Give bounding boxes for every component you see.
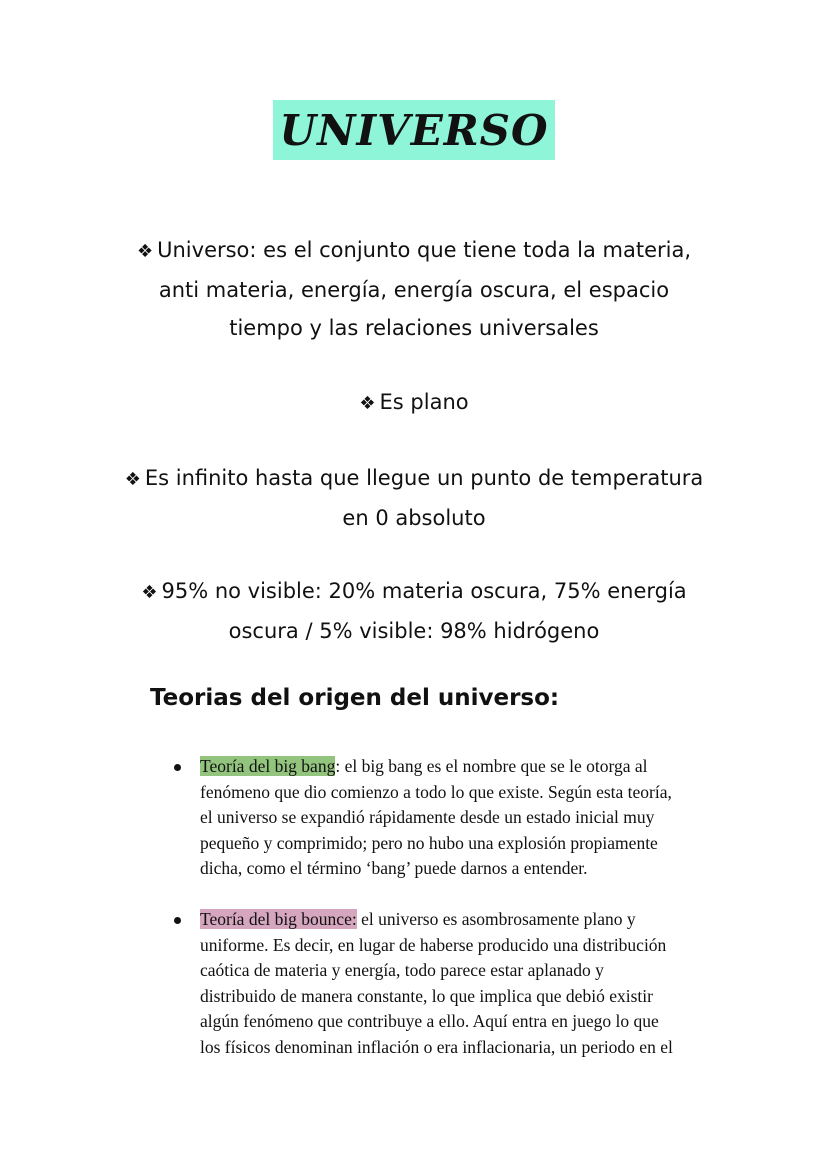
list-line: pequeño y comprimido; pero no hubo una explosión propiamente [200,832,658,853]
page-title: UNIVERSO [273,100,554,160]
bullet-point-infinite [0,459,828,537]
list-item [172,754,732,882]
list-line: uniforme. Es decir, en lugar de haberse producido una distribución [200,934,667,955]
list-line: distribuido de manera constante, lo que implica que debió existir [200,985,653,1006]
title-container [0,100,828,160]
list-line: fenómeno que dio comienzo a todo lo que existe. Según esta teoría, [200,781,672,802]
bullet-dot-icon [174,764,181,771]
theory-list-item-big-bang [172,754,732,882]
point-text: 95% no visible: 20% materia oscura, 75% energía [161,579,687,603]
list-line [200,754,732,780]
theory-term: Teoría del big bounce: [200,909,357,929]
point-line: tiempo y las relaciones universales [229,316,599,340]
point-line [0,231,828,271]
list-line: dicha, como el término ‘bang’ puede darnos a entender. [200,858,588,879]
theory-text: el universo es asombrosamente plano y [356,909,636,929]
bullet-point-composition [0,572,828,650]
diamond-bullet-icon: ❖ [124,469,141,490]
section-heading: Teorias del origen del universo: [150,685,560,711]
point-line [0,383,828,423]
point-line: anti materia, energía, energía oscura, el espacio [158,278,670,302]
point-line: oscura / 5% visible: 98% hidrógeno [228,619,600,643]
bullet-point-definition [0,231,828,347]
point-line [0,572,828,612]
list-item [172,907,732,1061]
list-line: los físicos denominan inflación o era inflacionaria, un periodo en el [200,1036,673,1057]
point-line [0,459,828,499]
bullet-point-flat [0,383,828,423]
diamond-bullet-icon: ❖ [141,582,158,603]
point-line: en 0 absoluto [342,506,486,530]
diamond-bullet-icon: ❖ [359,393,376,414]
diamond-bullet-icon: ❖ [136,241,154,262]
list-line: caótica de materia y energía, todo parece estar aplanado y [200,960,604,981]
point-text: Es infinito hasta que llegue un punto de temperatura [144,466,704,490]
theory-text: : el big bang es el nombre que se le otorga al [335,756,648,776]
bullet-dot-icon [174,917,181,924]
theory-term: Teoría del big bang [200,756,336,776]
theory-list-item-big-bounce [172,907,732,1061]
list-line: algún fenómeno que contribuye a ello. Aquí entra en juego lo que [200,1011,659,1032]
list-line [200,907,732,933]
point-text: Es plano [379,390,469,414]
list-line: el universo se expandió rápidamente desde un estado inicial muy [200,807,655,828]
point-text: Universo: es el conjunto que tiene toda la materia, [157,238,691,262]
